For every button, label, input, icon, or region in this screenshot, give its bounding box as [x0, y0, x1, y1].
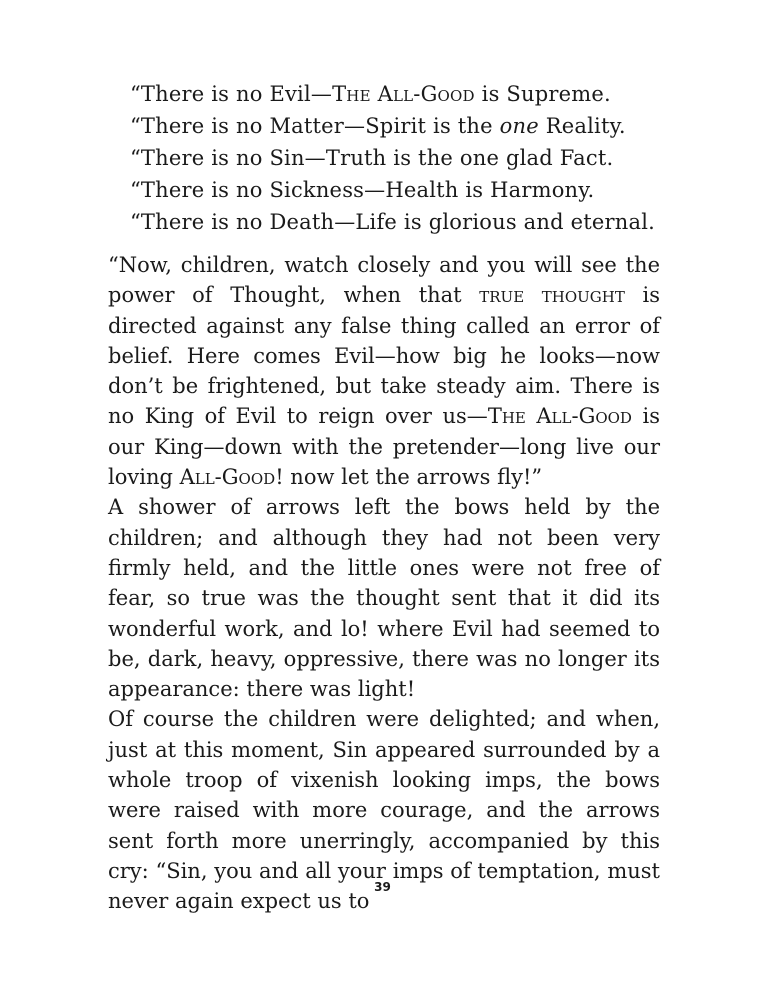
verse-text: is Supreme.: [474, 82, 611, 106]
verse-line: “There is no Sin—Truth is the one glad Fact.: [130, 146, 614, 170]
verse-text: Reality.: [538, 114, 626, 138]
verse-block: [130, 78, 660, 238]
verse-text: “There is no Matter—Spirit is the: [130, 114, 500, 138]
page-number: 39: [374, 880, 391, 894]
verse-line: [130, 110, 660, 142]
verse-line: “There is no Sickness—Health is Harmony.: [130, 178, 595, 202]
small-caps-phrase: The All-Good: [332, 82, 475, 106]
verse-line: “There is no Death—Life is glorious and eternal.: [130, 210, 656, 234]
paragraph: A shower of arrows left the bows held by the children; and although they had not been very firmly held, and the little ones were not free of fear, so true was the thought sent that it did its wonderful work, and lo! where Evil had seemed to be, dark, heavy, oppressive, there was no longer its appearance: there was light!: [108, 495, 660, 702]
verse-text: “There is no Evil—: [130, 82, 333, 106]
small-caps-phrase: true thought: [479, 283, 625, 308]
paragraph: Of course the children were delighted; and when, just at this moment, Sin appeared surrounded by a whole troop of vixenish looking imps, the bows were raised with more courage, and the arrows sent forth more unerringly, accompanied by this cry: “Sin, you and all your imps of temptation, must never again expect us to: [108, 707, 660, 914]
small-caps-phrase: The All-Good: [487, 404, 632, 429]
page-body: [108, 78, 660, 917]
verse-line: [130, 78, 660, 110]
paragraph: “Now, children, watch closely and you will see the power of Thought, when that true thought is directed against any false thing called an error of belief. Here comes Evil—how big he looks—now don’t be frightened, but take steady aim. There is no King of Evil to reign over us—The All-Good is our King—down with the pretender—long live our loving All-Good! now let the arrows fly!”: [108, 253, 660, 490]
italic-word: one: [499, 114, 539, 138]
small-caps-phrase: All-Good: [179, 465, 276, 490]
